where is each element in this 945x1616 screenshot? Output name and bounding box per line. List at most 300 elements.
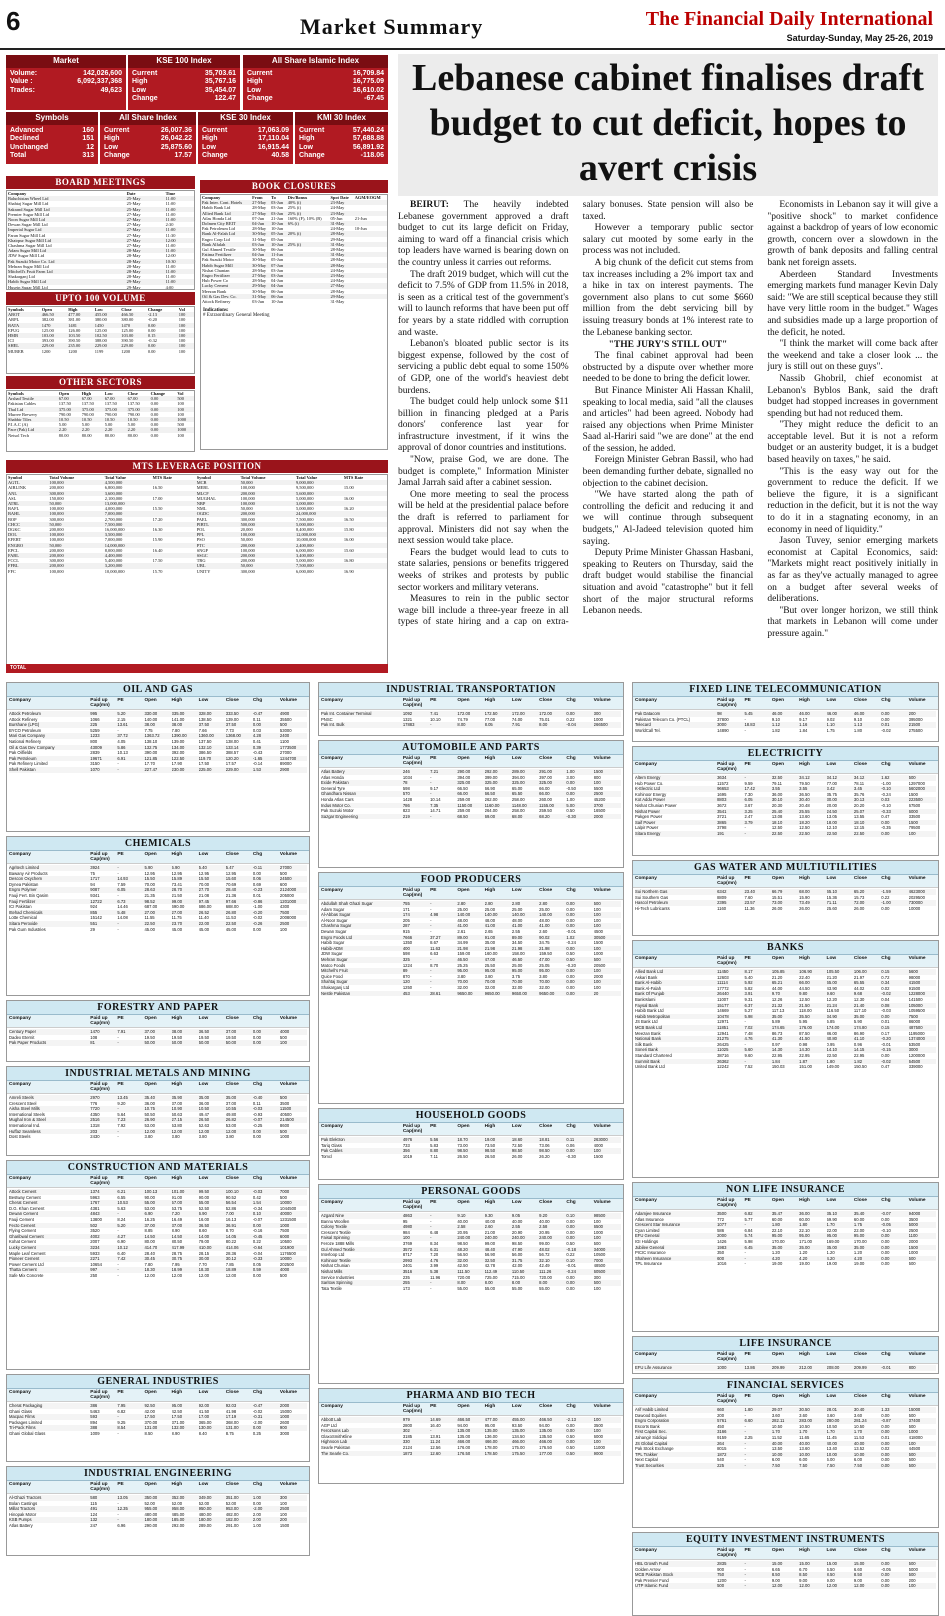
sector-cell: 98	[717, 711, 722, 716]
sector-cell: 30.12	[225, 1256, 237, 1262]
article-paragraph: "Now, praise God, we are done. The budget is complete," Information Minister Jamal Jarrah said after a cabinet session.	[398, 455, 569, 489]
sector-cell: Huffaz Seamless	[9, 1128, 41, 1134]
sector-cell: 4.05	[117, 738, 126, 744]
table-cell: 100	[178, 343, 194, 348]
sector-cell: MCB Pakistan Stock	[635, 1572, 674, 1578]
article-paragraph: Jason Tuvey, senior emerging markets economist at Capital Economics, said: "Markets might react positively initially in as far as they've actually managed to agree on a budget after several weeks of deliberations.	[767, 536, 938, 605]
sector-cell: 5933	[90, 1250, 100, 1256]
sector-cell: 7.30	[744, 791, 753, 797]
masthead-brand[interactable]: The Financial Daily International	[645, 8, 933, 30]
sector-cell: 22.95	[799, 1052, 810, 1058]
sector-cell: 37.00	[144, 1222, 155, 1228]
table-cell: 16.00	[343, 495, 354, 501]
sector-cell: 339000	[908, 1064, 923, 1070]
sector-cell: Sitara Peroxide	[9, 920, 38, 926]
sector-cell: 60.00	[853, 1216, 865, 1222]
table-cell: 05-Jun	[271, 257, 284, 263]
sector-cell: 5.00	[566, 802, 575, 808]
panel-row	[247, 70, 384, 79]
upto100-title: UPTO 100 VOLUME	[6, 292, 195, 305]
sector-cell: 0.00	[566, 711, 575, 716]
sector-cell: Dawood Equities	[635, 1412, 667, 1418]
sector-row	[9, 767, 307, 773]
sector-cell: 0.01	[881, 1434, 890, 1440]
sector-cell: 21.50	[171, 892, 183, 898]
table-cell: 200,000	[49, 527, 64, 533]
sector-cell: 26.00	[853, 905, 865, 911]
sector-cell: 8015	[717, 1446, 727, 1452]
table-cell: 7,500,000	[295, 563, 343, 568]
table-cell: 235.00	[67, 343, 94, 348]
sector-cell: 5000	[908, 1566, 918, 1572]
sector-cell: 23.57	[744, 900, 755, 906]
panel-row	[247, 87, 384, 96]
sector-cell: 24.50	[826, 808, 838, 814]
sector-cell: 79.11	[771, 780, 782, 786]
panel-cell: 151	[82, 135, 94, 143]
sector-cell: 0.01	[252, 892, 261, 898]
sector-cell: 38.00	[144, 722, 155, 728]
sector-cell: 0.00	[566, 791, 575, 797]
sector-cell: 65.55	[853, 980, 865, 986]
sector-cell: 2000	[593, 813, 603, 819]
table-cell: 67.00	[58, 396, 81, 401]
sector-column-headers	[633, 1351, 938, 1364]
sector-cell: 2516	[90, 1117, 100, 1123]
sector-cell: 3185	[402, 1433, 413, 1439]
column-header: Chg	[881, 762, 891, 767]
column-header: PE	[430, 1200, 437, 1205]
table-cell: 25-May	[126, 201, 141, 207]
sector-cell: 98000	[908, 974, 921, 980]
sector-cell: UTP Islamic Fund	[635, 1583, 669, 1589]
sector-rows	[633, 1210, 938, 1268]
sector-cell: 37.00	[225, 1029, 237, 1034]
column-header: Low	[198, 1016, 209, 1021]
table-cell: 1000	[176, 427, 194, 432]
sector-cell: 0.00	[566, 917, 575, 923]
sector-cell: EFU General	[635, 1233, 660, 1239]
article-paragraph: The draft 2019 budget, which will cut the deficit to 7.5% of GDP from 11.5% in 2018, is seen as a critical test of the government's will to launch reforms that have been put off for years by a state riddled with corruption and waste.	[398, 269, 569, 338]
table-cell: Husein Sugar Mill Ltd	[8, 284, 48, 290]
panel-row	[132, 87, 236, 96]
sector-cell: 200	[717, 1412, 725, 1418]
table-cell: 27-May	[126, 238, 165, 243]
table-cell: 229.00	[94, 343, 121, 348]
sector-cell: 8.75	[225, 1430, 234, 1436]
panel-row	[10, 144, 94, 153]
column-header: Chg	[881, 956, 891, 961]
sector-column-headers	[633, 1547, 938, 1560]
sector-cell: -0.01	[881, 1365, 891, 1370]
sector-cell: 3.80	[225, 1134, 234, 1140]
sector-cell: 105.50	[826, 969, 840, 974]
sector-cell: 45.00	[198, 926, 210, 932]
sector-rows	[7, 1494, 309, 1530]
sector-cell: 1034	[402, 774, 413, 780]
table-cell: 390.50	[68, 338, 81, 344]
column-header: Open	[771, 762, 785, 767]
sector-cell: 90.02	[539, 934, 550, 940]
column-header: Chg	[881, 1198, 891, 1203]
sector-cell: 0.03	[252, 727, 261, 733]
sector-cell: 14.15	[853, 1047, 865, 1053]
table-cell: 6,000,000	[296, 547, 314, 553]
sector-cell: 94	[90, 881, 95, 887]
sector-cell: 70.00	[198, 881, 210, 887]
sector-cell: 34.90	[826, 1013, 838, 1019]
sector-cell: 8.24	[117, 1216, 126, 1222]
sector-cell: 132.00	[171, 1425, 185, 1431]
table-cell: 30-May	[252, 288, 267, 294]
sector-row	[635, 1583, 936, 1589]
sector-cell: Tri-Pack Films	[9, 1425, 36, 1431]
sector-cell: 72.00	[853, 900, 865, 906]
table-cell: 10:30	[165, 259, 194, 264]
sector-cell: 18.00	[826, 819, 838, 825]
sector-cell: 3769	[402, 1240, 413, 1246]
sector-cell: -0.01	[566, 1263, 576, 1269]
sector-cell: 3.91	[744, 991, 753, 997]
sector-cell: 6.60	[744, 1418, 753, 1424]
sector-cell: 1.13	[853, 722, 863, 728]
sector-cell: 68.50	[457, 813, 468, 819]
sector-cell: 100	[593, 1285, 601, 1291]
sector-cell: 89	[402, 968, 408, 974]
sector-cell: 41.10	[853, 1036, 865, 1042]
table-cell: DGKC	[8, 527, 21, 533]
sector-cell: 40.80	[826, 1036, 838, 1042]
sector-cell: 14669	[717, 1008, 729, 1014]
sector-rows	[633, 968, 938, 1071]
sector-cell: Dadex Eternit	[9, 1034, 35, 1040]
sector-cell: 2008000	[279, 915, 297, 921]
sector-cell: 45.00	[171, 926, 183, 932]
sector-rows	[7, 1188, 309, 1280]
sector-cell: 100	[593, 906, 601, 912]
sector-cell: 0.00	[881, 1261, 890, 1267]
table-cell: 0.00	[150, 422, 159, 428]
sector-cell: 2.58	[457, 1224, 466, 1230]
column-header: Paid up Cap(mn)	[717, 876, 737, 886]
sector-cell: 100	[593, 1428, 601, 1434]
sector-cell: 8.80	[430, 1148, 439, 1154]
panel-title: KMI 30 Index	[295, 112, 388, 125]
column-header: Open	[771, 1548, 785, 1553]
sector-cell: 6.73	[117, 898, 126, 904]
sector-rows	[7, 864, 309, 933]
sector-cell: 77.00	[484, 716, 496, 722]
sector-cell: 35.00	[799, 1244, 810, 1250]
sector-cell: 172.00	[511, 711, 525, 716]
column-header: PE	[430, 1404, 437, 1409]
sector-cell: 7.75	[144, 727, 153, 733]
sector-table	[632, 1378, 939, 1528]
sector-cell: 25.00	[511, 906, 523, 912]
sector-cell: 92.03	[225, 1403, 237, 1408]
sector-cell: 68.00	[799, 889, 810, 894]
sector-cell: 6000	[593, 1433, 603, 1439]
kse30-panel	[198, 112, 293, 164]
sector-cell: -	[744, 1423, 746, 1429]
sector-column-headers	[7, 1389, 309, 1402]
sector-cell: Ghani Glass	[9, 1408, 33, 1414]
table-cell: 4,400,000	[104, 553, 152, 558]
table-cell: Dolmen City REIT	[201, 221, 251, 226]
sector-cell: 6000	[279, 1233, 290, 1239]
sector-cell: 17.50	[144, 1414, 155, 1420]
article-paragraph: "This is the easy way out for the government to reduce the deficit. If we believe the figure, it is a significant reduction in the deficit, but it is not the way to do it in a stagnating economy, in an economy in need of liquidity."	[767, 466, 938, 535]
sector-cell: Jubilee General	[635, 1244, 665, 1250]
sector-cell: 139.00	[171, 738, 185, 744]
sector-cell: 2839	[90, 750, 100, 756]
sector-cell: 30500	[593, 934, 606, 940]
sector-cell: 282.11	[771, 1418, 785, 1424]
table-cell: BAFL	[8, 506, 20, 512]
sector-cell: 44.02	[853, 985, 865, 991]
sector-cell: -0.03	[881, 1008, 891, 1014]
sector-cell: 5.83	[430, 1142, 439, 1148]
panel-row	[104, 152, 192, 161]
sector-cell: Gul Ahmed Textile	[321, 1246, 355, 1252]
sector-cell: 6.65	[771, 1566, 780, 1572]
sector-cell: 335.00	[171, 711, 185, 716]
sector-cell: 23.70	[171, 920, 183, 926]
sector-cell: 0.00	[566, 1439, 575, 1445]
table-cell: 30-May	[251, 263, 270, 268]
sector-cell: 1.70	[771, 1429, 780, 1435]
sector-cell: 176.50	[539, 1444, 552, 1450]
sector-cell: -0.30	[566, 1153, 576, 1159]
panel-cell: Change	[132, 95, 158, 103]
table-cell: 10.50	[81, 417, 104, 422]
sector-cell: 733	[402, 1142, 410, 1148]
column-header: Paid up Cap(mn)	[717, 1394, 737, 1404]
column-header: Volume	[908, 956, 926, 961]
table-cell: Netsol Tech	[8, 432, 29, 438]
sector-cell: 21.00	[484, 1229, 496, 1235]
sector-cell: 32.50	[771, 775, 783, 780]
sector-cell: 37.00	[144, 1029, 155, 1034]
sector-cell: 0.00	[566, 1280, 575, 1286]
sector-cell: -	[744, 1041, 746, 1047]
sector-cell: 5.56	[430, 1137, 439, 1142]
table-cell: 125.00	[94, 327, 107, 333]
sector-cell: 1500	[908, 791, 918, 797]
column-header: PE	[430, 698, 437, 703]
panel-cell: 122.47	[214, 95, 236, 103]
sector-cell: 690.00	[171, 904, 185, 910]
sector-cell: HBL Growth Fund	[635, 1561, 669, 1566]
sector-cell: 67500	[908, 802, 921, 808]
table-cell: 100	[178, 323, 194, 328]
sector-cell: Bawany Air Products	[9, 870, 48, 876]
table-cell: 27-May	[251, 200, 270, 205]
sector-cell: 7.73	[225, 727, 234, 733]
column-header: Volume	[279, 1016, 297, 1021]
sector-cell: 349.00	[198, 1495, 212, 1500]
sector-cell: 159.00	[457, 951, 471, 957]
sector-cell: 0.00	[881, 1238, 890, 1244]
sector-cell: 0.00	[566, 1148, 575, 1154]
table-cell: 16.40	[152, 547, 163, 553]
board-meetings-table	[6, 190, 195, 290]
sector-cell: ICI Pakistan	[9, 904, 32, 910]
sector-cell: Pak Refinery Limited	[9, 761, 48, 767]
sector-cell: -	[117, 761, 119, 767]
sector-cell: Nestle Pakistan	[321, 990, 351, 996]
panel-row	[10, 127, 94, 136]
sector-column-headers	[633, 955, 938, 968]
sector-cell: -0.10	[881, 786, 891, 792]
sector-cell: 172.00	[539, 711, 552, 716]
table-cell: 5.00	[58, 422, 67, 428]
sector-cell: 99.00	[171, 898, 183, 904]
table-cell: MUGHAL	[196, 495, 216, 501]
sector-cell: 12.00	[771, 1583, 783, 1589]
panel-cell: 17,063.09	[257, 126, 289, 134]
sector-cell: 116.50	[826, 1008, 840, 1014]
sector-cell: 9.25	[117, 1419, 126, 1425]
sector-cell: 14.69	[430, 1417, 441, 1422]
sector-cell: Atlas Insurance	[635, 1216, 664, 1222]
sector-cell: 95.00	[826, 1233, 838, 1239]
sector-cell: 34.12	[799, 775, 810, 780]
table-cell: 0.00	[150, 432, 159, 438]
sector-title: CHEMICALS	[7, 837, 309, 851]
sector-cell: -	[117, 1500, 119, 1506]
market-trades: Trades: 49,623	[10, 86, 122, 94]
sector-cell: 56.90	[484, 1252, 496, 1258]
sector-cell: General Tyre	[321, 785, 346, 791]
sector-column-headers	[7, 1175, 309, 1188]
sector-cell: BYCO Petroleum	[9, 727, 42, 733]
sector-cell: 2.15	[117, 716, 126, 722]
sector-cell: 0.00	[881, 905, 890, 911]
table-cell: Bank Al-Falah Ltd	[201, 231, 251, 236]
sector-cell: 13.05	[826, 814, 838, 820]
table-cell: 380.00	[121, 317, 134, 323]
sector-cell: 42.00	[511, 1263, 523, 1269]
sector-cell: 1717	[90, 876, 100, 882]
table-cell: 0.00	[150, 396, 177, 401]
sector-cell: Tariq Glass	[321, 1142, 342, 1148]
sector-cell: 20.20	[853, 802, 865, 808]
sector-cell: Pak Datacom	[635, 711, 661, 716]
panel-row	[299, 127, 384, 136]
sector-cell: EFU Life Assurance	[635, 1365, 673, 1370]
sector-cell: 500	[908, 1423, 916, 1429]
sector-cell: 3.80	[144, 1134, 153, 1140]
sector-cell: Telecard	[635, 722, 651, 728]
sector-cell: 325.00	[511, 780, 525, 786]
table-cell: 102.50	[94, 333, 121, 338]
sector-cell: 9159	[717, 1434, 727, 1440]
sector-cell: 46.50	[511, 956, 523, 962]
sector-cell: 2500	[279, 920, 290, 926]
sector-cell: 5463	[90, 1408, 100, 1414]
table-cell: 100,000	[49, 568, 64, 574]
sector-cell: -	[744, 1255, 746, 1261]
sector-cell: 15.36	[826, 894, 838, 900]
table-cell: 2,700,000	[104, 516, 123, 522]
sector-row	[9, 1040, 307, 1046]
table-cell: 27-May	[126, 222, 141, 228]
sector-cell: 477.00	[484, 1417, 498, 1422]
panel-cell: Low	[104, 143, 118, 151]
table-cell: 28-May	[330, 257, 345, 263]
sector-cell: -	[117, 1128, 119, 1134]
sector-cell: 74.79	[457, 716, 468, 722]
sector-cell: 208.00	[826, 1365, 840, 1370]
sector-cell: 7000	[593, 1257, 603, 1263]
sector-cell: 10.14	[430, 796, 441, 802]
sector-cell: -	[744, 1457, 746, 1463]
sector-cell: 209.99	[853, 1365, 867, 1370]
table-cell: 28-May	[330, 247, 345, 253]
sector-cell: 8.00	[457, 722, 466, 728]
sector-cell: 25.00	[457, 906, 468, 912]
table-cell: 80.00	[81, 432, 92, 438]
sector-cell: 1066	[90, 716, 100, 722]
sector-cell: -0.64	[252, 1244, 263, 1250]
sector-cell: 466.50	[539, 1417, 552, 1422]
sector-cell: 730000	[908, 900, 923, 906]
sector-cell: 60.00	[771, 1216, 783, 1222]
sector-cell: 955.00	[144, 1506, 158, 1512]
sector-cell: 53.75	[171, 1205, 183, 1211]
table-cell: 11:00	[165, 196, 194, 201]
sector-cell: 46.00	[799, 711, 810, 716]
sector-cell: 26.50	[457, 1153, 468, 1159]
sector-cell: -	[430, 1218, 432, 1224]
sector-cell: 25.60	[826, 905, 838, 911]
sector-cell: Tata Textile	[321, 1285, 342, 1291]
sector-cell: 0.00	[566, 979, 575, 985]
sector-cell: 5.98	[744, 1238, 753, 1244]
sector-cell: 229.00	[225, 766, 239, 772]
article-headline[interactable]: Lebanese cabinet finalises draft budget to cut deficit, hopes to avert crisis	[398, 54, 938, 196]
sector-cell: 480.00	[198, 1511, 212, 1517]
panel-cell: Unchanged	[10, 143, 49, 151]
sector-cell: Next Capital	[635, 1457, 658, 1463]
sector-cell: 0.10	[252, 1211, 261, 1217]
sector-cell: 134.50	[511, 1433, 525, 1439]
sector-cell: 2.80	[457, 901, 466, 906]
sector-cell: 0.00	[881, 1577, 890, 1583]
sector-cell: -0.30	[566, 813, 576, 819]
sector-cell: -0.02	[252, 1408, 263, 1414]
table-cell: 7,500,000	[104, 522, 152, 527]
sector-cell: 10.50	[799, 1423, 810, 1429]
panel-cell: Current	[202, 126, 228, 134]
table-cell: 0.00	[147, 343, 178, 348]
sector-cell: 6.90	[198, 1211, 207, 1217]
sector-cell: 3500	[908, 1216, 918, 1222]
sector-cell: -	[744, 1429, 746, 1435]
sector-cell: 35.00	[853, 1013, 865, 1019]
sector-cell: Colony Textile	[321, 1224, 347, 1230]
sector-cell: 3.45	[853, 786, 863, 792]
sector-cell: 18.89	[225, 1267, 237, 1273]
sector-cell: 45200	[593, 796, 606, 802]
sector-cell: 110.50	[511, 1268, 525, 1274]
sector-cell: 350.00	[144, 1495, 158, 1500]
sector-cell: 502	[90, 1222, 98, 1228]
sector-cell: Power Cement Ltd	[9, 1261, 44, 1267]
table-cell: 1000	[176, 417, 194, 422]
sector-cell: 3572	[402, 1246, 413, 1252]
